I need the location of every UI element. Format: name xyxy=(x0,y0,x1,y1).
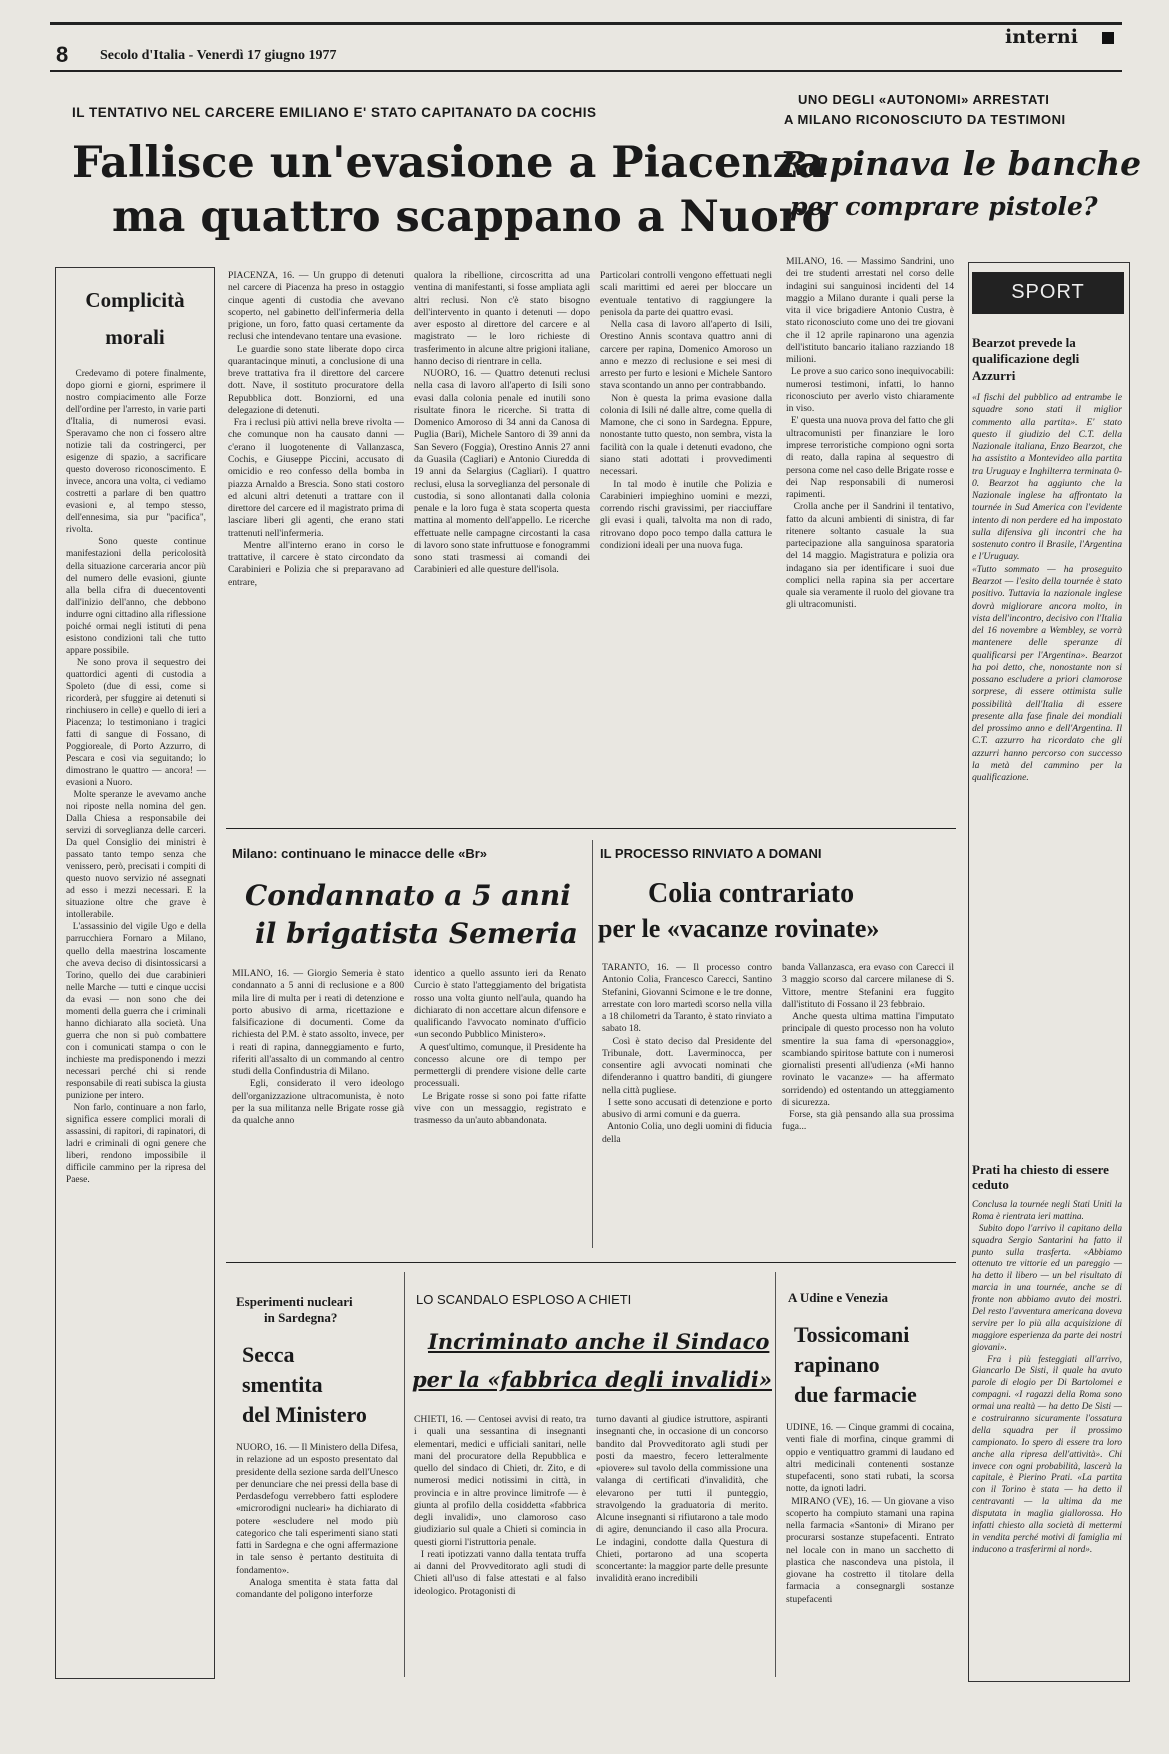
nucleari-headline-line3: del Ministero xyxy=(242,1402,367,1427)
sport-text2: Conclusa la tournée negli Stati Uniti la Roma è rientrata ieri mattina. Subito dopo l'arrivo il capitano della squadra Sergio Santarini ha fatto il punto sulla trasferta. «Abbiamo ottenuto tre vittorie ed un pareggio — ha detto il libero — un bel risultato di marcia in una tournée, anche se di fronte non abbiamo avuto dei mostri. Del resto l'avventura americana doveva servire per lo più alla acquisizione di maggiore esperienza da parte dei nostri giovani». Fra i più festeggiati all'arrivo, Giancarlo De Sisti, il quale ha avuto parole di elogio per Di Bartolomei e compagni. «I ragazzi della Roma sono ormai una realtà — ha detto De Sisti — e costruiranno sicuramente l'ossatura della squadra per il prossimo campionato. Io spero di essere tra loro anche alla ripresa dell'attività». Chi invece con ogni probabilità, lascerà la capitale, è Pierino Prati. «La partita con il Torino è stata — ha detto il centravanti — la ultima da me disputata in maglia giallorossa. Ho infatti chiesto alla società di mettermi in vendita perché motivi di famiglia mi inducono a trasferirmi al nord». xyxy=(972,1200,1123,1555)
brigatista-headline-line2: il brigatista Semeria xyxy=(255,917,578,950)
farmacie-text: UDINE, 16. — Cinque grammi di cocaina, venti fiale di morfina, cinque grammi di oppio e ventiquattro grammi di laudano ed altri medicinali contenenti sostanze stupefacenti, sono stati rubati, la scorsa notte, da ignoti ladri. MIRANO (VE), 16. — Un giovane a viso scoperto ha compiuto stamani una rapina nella farmacia «Santoni» di Mirano per procurarsi sostanze stupefacenti. Entrato nel locale con in mano un sacchetto di plastica che nascondeva una pistola, il giovane ha costretto il titolare della farmacia a consegnargli sostanze stupefacenti xyxy=(786,1422,954,1605)
sport-headline: Bearzot prevede la qualificazione degli Azzurri xyxy=(972,335,1080,383)
chieti-headline-line1: Incriminato anche il Sindaco xyxy=(428,1329,770,1354)
farmacie-headline-line1: Tossicomani xyxy=(794,1322,910,1347)
chieti-kicker: LO SCANDALO ESPLOSO A CHIETI xyxy=(416,1292,632,1307)
editorial-title-line2: morali xyxy=(105,325,165,349)
rapina-kicker-line2: A MILANO RICONOSCIUTO DA TESTIMONI xyxy=(784,112,1066,127)
brigatista-col1: MILANO, 16. — Giorgio Semeria è stato condannato a 5 anni di reclusione e a 800 mila lire di multa per i reati di detenzione e porto abusivo di arma, ricettazione e falsificazione di documenti. Come da richiesta del P.M. è stato assolto, invece, per i reati di rapina, danneggiamento e furto, riferiti all'assalto di un commando al centro studi della Confindustria di Milano. Egli, considerato il vero ideologo dell'organizzazione ultracomunista, è noto per la sua militanza nelle Brigate rosse già da qualche anno xyxy=(232,968,404,1127)
farmacie-headline-line3: due farmacie xyxy=(794,1382,917,1407)
lead-kicker: IL TENTATIVO NEL CARCERE EMILIANO E' STATO CAPITANATO DA COCHIS xyxy=(72,105,597,120)
nucleari-kicker-line2: in Sardegna? xyxy=(264,1310,338,1325)
nucleari-divider xyxy=(404,1272,405,1677)
nucleari-headline-line1: Secca xyxy=(242,1342,295,1367)
editorial-title-line1: Complicità xyxy=(85,288,185,312)
lead-col3: Particolari controlli vengono effettuati negli scali marittimi ed aerei per bloccare un eventuale tentativo di raggiungere la penisola da parte dei quattro evasi. Nella casa di lavoro all'aperto di Isili, Orestino Annis scontava quattro anni di carcere per rapina, Domenico Amoroso un anno e mezzo di reclusione e sei mesi di arresto per furto e lesioni e Michele Santoro stava scontando un anno per contrabbando. Non è questa la prima evasione dalla colonia di Isili né dalle altre, come quella di Mamone, che ci sono in Sardegna. Eppure, nonostante tutto questo, non sembra, vista la facilità con la quale i detenuti evadono, che siano stati adottati i provvedimenti necessari. In tal modo è inutile che Polizia e Carabinieri impieghino uomini e mezzi, correndo rischi gravissimi, per riacciuffare gli evasi i quali, talvolta ma non di rado, ritrovano dopo poco tempo dalla cattura le condizioni ideali per una nuova fuga. xyxy=(600,270,773,551)
newspaper-date: Secolo d'Italia - Venerdì 17 giugno 1977 xyxy=(100,48,337,63)
chieti-col2: turno davanti al giudice istruttore, aspiranti insegnanti che, in occasione di un concorso bandito dal Provveditorato agli studi per posti da maestro, fecero letteralmente «piovere» sul tavolo della commissione una valanga di certificati d'invalidità, che elevarono per tutti il punteggio, stravolgendo la graduatoria di merito. Alcune insegnanti si rifiutarono a tale modo di agire, denunciando il caso alla Procura. Le indagini, condotte dalla Questura di Chieti, portarono ad una scoperta sconcertante: la maggior parte delle presunte invalidità erano incredibili xyxy=(596,1414,771,1585)
colia-kicker: IL PROCESSO RINVIATO A DOMANI xyxy=(600,846,822,861)
top-rule xyxy=(50,22,1122,25)
section-label: interni xyxy=(1005,26,1078,48)
mid-divider xyxy=(226,828,956,829)
brigatista-kicker: Milano: continuano le minacce delle «Br» xyxy=(232,846,488,861)
chieti-col1: CHIETI, 16. — Centosei avvisi di reato, tra i quali una sessantina di insegnanti elementari, medici e ufficiali sanitari, nelle mani del procuratore della Repubblica e quello del sindaco di Chieti, dr. Zito, e di numerosi medici notissimi in città, in provincia e in altre province limitrofe — è giunta al profilo della cosiddetta «fabbrica degli invalidi», uno clamoroso caso giudiziario sul quale a Chieti si comincia in questi giorni l'istruttoria penale. I reati ipotizzati vanno dalla tentata truffa ai danni del Provveditorato agli studi di Chieti all'uso di false attestati e al falso ideologico. Protagonisti di xyxy=(414,1414,586,1597)
chieti-headline-line2: per la «fabbrica degli invalidi» xyxy=(412,1367,772,1392)
farmacie-kicker: A Udine e Venezia xyxy=(788,1290,889,1305)
lead-col2: qualora la ribellione, circoscritta ad una ventina di manifestanti, si fosse ampliata agli altri reclusi. Non c'è stato bisogno dell'intervento in quanto i detenuti — dopo aver esposto al direttore del carcere e al magistrato — le loro richieste di trasferimento in alcune altre prigioni italiane, hanno deciso di rientrare in cella. NUORO, 16. — Quattro detenuti reclusi nella casa di lavoro all'aperto di Isili sono evasi dalla colonia penale ed inutili sono risultate finora le ricerche. Si tratta di Domenico Amoroso di 34 anni da Canosa di Puglia (Bari), Michele Santoro di 39 anni da San Severo (Foggia), Orestino Annis 27 anni da Guasila (Cagliari) e Antonio Ciuredda di 19 anni da Selargius (Cagliari). I quattro reclusi, elusa la sorveglianza del personale di custodia, si sono allontanati dalla colonia penale e la loro fuga è stata scoperta questa mattina al momento dell'appello. Le ricerche effettuate nelle campagne circostanti la casa di lavoro sono state infruttuose e fonogrammi sono stati trasmessi ai comandi dei Carabinieri ed alle questure dell'isola. xyxy=(414,270,591,576)
brigatista-col2: identico a quello assunto ieri da Renato Curcio è stato l'atteggiamento del brigatista rosso una volta giunto nell'aula, quando ha dichiarato di non accettare alcun difensore e qualificando l'avvocato nominato d'ufficio «un secondo Pubblico Ministero». A quest'ultimo, comunque, il Presidente ha concesso alcune ore di tempo per permettergli di prendere visione delle carte processuali. Le Brigate rosse si sono poi fatte rifatte vive con un messaggio, registrato e trasmesso da un'auto abbandonata. xyxy=(414,968,586,1127)
chieti-divider xyxy=(775,1272,776,1677)
rapina-kicker-line1: UNO DEGLI «AUTONOMI» ARRESTATI xyxy=(798,92,1050,107)
lead-col1: PIACENZA, 16. — Un gruppo di detenuti nel carcere di Piacenza ha preso in ostaggio cinque agenti di custodia che avevano scoperto, nel gabinetto dell'infermeria della prigione, un foro, fatto quasi certamente da reclusi che intendevano tentare una evasione. Le guardie sono state liberate dopo circa quarantacinque minuti, a conclusione di una breve trattativa fra il direttore del carcere dott. Nave, il sostituto procuratore della Repubblica dott. Bonziorni, ed una delegazione di detenuti. Fra i reclusi più attivi nella breve rivolta — che comunque non ha causato danni — c'erano il luogotenente di Vallanzasca, Cochis, e Giuseppe Piccini, accusato di omicidio e reo confesso della bomba in piazza Arnaldo a Brescia. Sono stati costoro ed alcuni altri detenuti a trattare con il direttore del carcere ed il magistrato prima di lasciare liberi gli agenti, che erano stati trattenuti nell'infermeria. Mentre all'interno erano in corso le trattative, il carcere è stato circondato da Carabinieri e Polizia che si preparavano ad entrare, xyxy=(228,270,405,588)
rapina-headline-line1: Rapinava le banche xyxy=(780,144,1142,183)
nucleari-text: NUORO, 16. — Il Ministero della Difesa, in relazione ad un esposto presentato dal presidente della sezione sarda dell'Unesco per denunciare che nei pressi della base di Perdasdefogu verrebbero fatti esplodere «microrodigni nucleari» ha dichiarato di potere «escludere nel modo più categorico che tali esperimenti siano stati fatti in Sardegna e che ogni affermazione in tale senso è pertanto destituita di fondamento». Analoga smentita è stata fatta dal comandante del poligono interforze xyxy=(236,1442,399,1601)
section-square-icon xyxy=(1102,32,1114,44)
colia-headline-line2: per le «vacanze rovinate» xyxy=(598,914,880,943)
sport-label: SPORT xyxy=(1011,281,1085,303)
colia-col2: banda Vallanzasca, era evaso con Carecci il 3 maggio scorso dal carcere milanese di S. Vittore, mentre Stefanini era fuggito dall'istituto di Fossano il 23 febbraio. Anche questa ultima mattina l'imputato principale di questo processo non ha voluto smentire la sua fama di «personaggio», scambiando spiritose battute con i numerosi giornalisti presenti all'udienza («Mi hanno rovinato le vacanze» — ha affermato sorridendo) ed ostentando un atteggiamento di sicurezza. Forse, sta già pensando alla sua prossima fuga... xyxy=(782,962,955,1133)
sport-subhead: Prati ha chiesto di essere ceduto xyxy=(972,1162,1109,1192)
lead-headline-line2: ma quattro scappano a Nuoro xyxy=(112,192,831,242)
sport-text: «I fischi del pubblico ad entrambe le squadre sono stati il miglior commento alla partita». E' stato questo il giudizio del C.T. della Nazionale italiana, Enzo Bearzot, che ha assistito a Montevideo alla partita tra Uruguay e Inghilterra terminata 0-0. Bearzot ha aggiunto che la Nazionale inglese ha affrontato la tournée in Sud America con l'evidente intento di non perdere ed ha impostato sulla difensiva gli incontri che ha sostenuto contro il Brasile, l'Argentina e l'Uruguay. «Tutto sommato — ha proseguito Bearzot — l'esito della tournée è stato positivo. Tuttavia la nazionale inglese dovrà migliorare ancora molto, in vista dell'incontro, decisivo con l'Italia del 16 novembre a Wembley, se vorrà mantenere delle speranze di qualificarsi per l'Argentina». Bearzot ha poi detto, che, nonostante non si possano escludere a priori clamorose sorprese, di essere ottimista sulle possibilità dell'Italia di essere presente alla fase finale dei mondiali del prossimo anno e dell'Argentina. Il C.T. azzurro ha ricordato che gli azzurri hanno percorso con successo la metà del cammino per la qualificazione. xyxy=(972,392,1122,784)
nucleari-headline-line2: smentita xyxy=(242,1372,323,1397)
masthead-rule xyxy=(50,70,1122,72)
colia-headline-line1: Colia contrariato xyxy=(648,878,855,909)
rapina-text: MILANO, 16. — Massimo Sandrini, uno dei tre studenti arrestati nel corso delle indagini sui sanguinosi incidenti del 14 maggio a Milano durante i quali perse la vita il vice brigadiere Antonio Custra, è stato riconosciuto come uno dei tre giovani che il 12 aprile rapinarono una agenzia dell'istituto bancario italiano razziando 18 milioni. Le prove a suo carico sono inequivocabili: numerosi testimoni, infatti, lo hanno riconosciuto per averlo visto chiaramente in viso. E' questa una nuova prova del fatto che gli ultracomunisti per finanziare le loro imprese terroristiche compiono ogni sorta di reato, dalla rapina al sequestro di persona come nel caso delle Brigate rosse e dei Nap responsabili di numerosi rapimenti. Crolla anche per il Sandrini il tentativo, fatto da alcuni ambienti di sinistra, di far ritenere soltanto casuale la sua partecipazione alla sanguinosa sparatoria del 14 maggio. Magistratura e polizia ora indagano sia per identificare i suoi due complici nella rapina sia per accertare quale sia veramente il ruolo del giovane tra gli ultracomunisti. xyxy=(786,256,955,611)
brigatista-headline-line1: Condannato a 5 anni xyxy=(245,879,571,912)
page-number: 8 xyxy=(56,42,69,67)
brigatista-colia-divider xyxy=(592,840,593,1248)
rapina-headline-line2: per comprare pistole? xyxy=(790,192,1098,221)
nucleari-kicker-line1: Esperimenti nucleari xyxy=(236,1294,353,1309)
editorial-text: Credevamo di potere finalmente, dopo giorni e giorni, esprimere il nostro compiacimento alle Forze dell'ordine per l'arresto, in varie parti d'Italia, di numerosi evasi. Speravamo che non ci fossero altre notizie tali da costringerci, per esigenze di spazio, a sacrificare questo doveroso riconoscimento. E invece, ancora una volta, ci vediamo costretti a parlare di ben quattro evasioni e, al tempo stesso, dell'ennesima, sia pur "pacifica", rivolta. Sono queste continue manifestazioni della pericolosità della situazione carceraria ancor più del numero delle evasioni, giunte alla bella cifra di duecentoventi dall'inizio dell'anno, che debbono indurre ogni cittadino alla riflessione poiché ormai negli istituti di pena esistono condizioni tali che tutto appare possibile. Ne sono prova il sequestro dei quattordici agenti di custodia a Spoleto (due di essi, come si ricorderà, per sfuggire ai detenuti si rinchiusero in celle) e quello di ieri a Piacenza; lo testimoniano i tragici fatti di sangue di Fossano, di Poggioreale, di Porto Azzurro, di Pescara e così via seguitando; lo dimostrano le quattro — ancora! — evasioni a Nuoro. Molte speranze le avevamo anche noi riposte nella nomina del gen. Dalla Chiesa a responsabile dei servizi di sorveglianza delle carceri. Da quel Consiglio dei ministri è passato tanto tempo senza che venissero, però, precisati i compiti di questo nuovo servizio né assegnati ad esso i mezzi necessari. E la situazione oltre che grave è intollerabile. L'assassinio del vigile Ugo e della parrucchiera Fornaro a Milano, quello della maestrina loscamente che aveva deciso di disintossicarsi a Torino, quello dei due carabinieri nelle Marche — tutti e cinque uccisi da evasi — non sono che dei momenti della guerra che i criminali hanno dichiarato alla società. Una guerra che non si può combattere con i comunicati stampa o con le inchieste ma predisponendo i mezzi necessari perché chi si rende responsabile di reati subisca la giusta punizione per intero. Non farlo, continuare a non farlo, significa essere complici morali di assassini, di rapitori, di rapinatori, di ladri e criminali di ogni genere che liberi, rendono impossibile il difficile cammino per la ripresa del Paese. xyxy=(66,369,207,1186)
colia-col1: TARANTO, 16. — Il processo contro Antonio Colia, Francesco Carecci, Santino Stefanini, Giovanni Scimone e le tre donne, arrestate con loro martedì scorso nella villa a 18 chilometri da Taranto, è stato rinviato a sabato 18. Così è stato deciso dal Presidente del Tribunale, dott. Laverminocca, per consentire agli avvocati nominati che difenderanno i quattro banditi, di giungere nella città pugliese. I sette sono accusati di detenzione e porto abusivo di armi comuni e da guerra. Antonio Colia, uno degli uomini di fiducia della xyxy=(602,962,773,1145)
lower-divider xyxy=(226,1262,956,1263)
lead-headline-line1: Fallisce un'evasione a Piacenza xyxy=(72,138,825,188)
farmacie-headline-line2: rapinano xyxy=(794,1352,880,1377)
